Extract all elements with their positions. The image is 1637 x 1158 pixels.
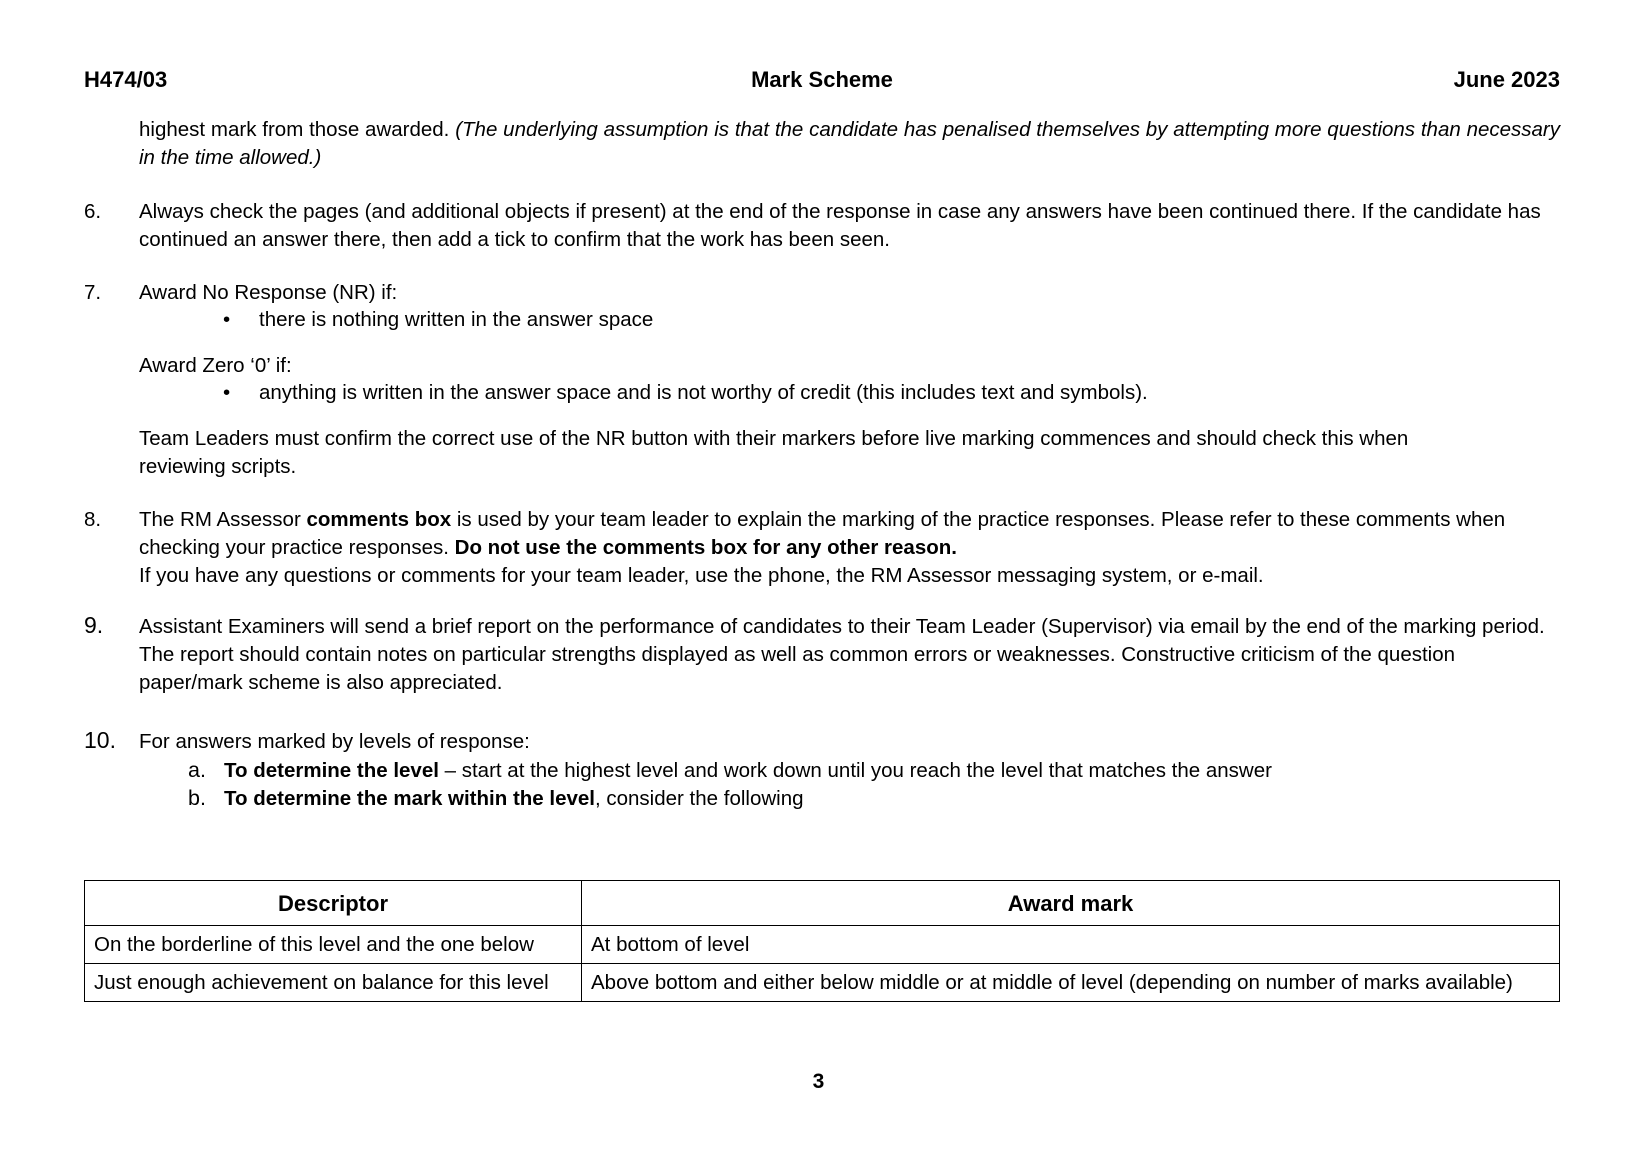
table-cell-descriptor: On the borderline of this level and the one below: [85, 926, 582, 964]
item-7-number: 7.: [84, 281, 102, 304]
nr-bullet-text: there is nothing written in the answer space: [259, 308, 654, 331]
item-6-number: 6.: [84, 200, 102, 223]
item-10-number: 10.: [84, 727, 116, 753]
nr-heading: Award No Response (NR) if:: [139, 281, 398, 304]
item-9-number: 9.: [84, 612, 104, 638]
page-header: [84, 66, 1560, 96]
sub-b-text: , consider the following: [594, 787, 804, 810]
item-8-contact-text: If you have any questions or comments for your team leader, use the phone, the RM Assessor messaging system, or e-mail.: [139, 564, 1264, 587]
item-8-text-part: is used by your team leader to explain the marking of the practice responses. Please refer to these comments when checking your practice responses.: [139, 508, 1506, 559]
bullet-icon: •: [223, 308, 231, 331]
table-header-descriptor: Descriptor: [85, 881, 582, 926]
table-row: [85, 926, 1560, 964]
document-title: Mark Scheme: [751, 67, 893, 92]
paper-code: H474/03: [84, 67, 168, 92]
table-cell-award-mark: At bottom of level: [582, 926, 1560, 964]
intro-paragraph: [139, 116, 1560, 172]
item-10-sub-b: [188, 784, 804, 813]
item-9-text: Assistant Examiners will send a brief report on the performance of candidates to their Team Leader (Supervisor) via email by the end of the marking period. The report should contain notes on particular strengths displayed as well as common errors or weaknesses. Constructive criticism of the question paper/mark scheme is also appreciated.: [139, 615, 1545, 694]
zero-heading: Award Zero ‘0’ if:: [139, 354, 292, 377]
sub-b-bold: To determine the mark within the level: [224, 787, 595, 810]
table-cell-award-mark: Above bottom and either below middle or at middle of level (depending on number of marks available): [582, 964, 1560, 1002]
item-8-number: 8.: [84, 508, 102, 531]
zero-bullet-text: anything is written in the answer space and is not worthy of credit (this includes text and symbols).: [259, 381, 1148, 404]
item-8-text-part: The RM Assessor: [139, 508, 307, 531]
item-10-text: For answers marked by levels of response:: [139, 730, 530, 753]
sub-b-label: b.: [188, 786, 206, 810]
item-8-text: [139, 506, 1560, 590]
comments-box-warning: Do not use the comments box for any other reason.: [454, 536, 957, 559]
table-cell-descriptor: Just enough achievement on balance for this level: [85, 964, 582, 1002]
zero-bullet-item: [223, 379, 1148, 407]
team-leader-note: Team Leaders must confirm the correct use of the NR button with their markers before live marking commences and should check this when reviewing scripts.: [139, 427, 1409, 478]
item-6-text: Always check the pages (and additional objects if present) at the end of the response in case any answers have been continued there. If the candidate has continued an answer there, then add a tick to confirm that the work has been seen.: [139, 200, 1541, 251]
sub-a-text: – start at the highest level and work down until you reach the level that matches the answer: [438, 759, 1272, 782]
table-header-award-mark: Award mark: [582, 881, 1560, 926]
exam-session-date: June 2023: [1453, 67, 1560, 92]
table-header-row: [85, 881, 1560, 926]
sub-a-bold: To determine the level: [224, 759, 439, 782]
sub-a-label: a.: [188, 758, 206, 782]
intro-text: highest mark from those awarded.: [139, 118, 456, 141]
intro-italic-note: (The underlying assumption is that the candidate has penalised themselves by attempting more questions than necessary in the time allowed.): [139, 118, 1561, 169]
item-10-sub-a: [188, 756, 1272, 785]
comments-box-term: comments box: [306, 508, 452, 531]
table-row: [85, 964, 1560, 1002]
page-number: 3: [812, 1070, 825, 1093]
nr-bullet-item: [223, 306, 653, 334]
marks-table: [84, 880, 1560, 1002]
bullet-icon: •: [223, 381, 231, 404]
